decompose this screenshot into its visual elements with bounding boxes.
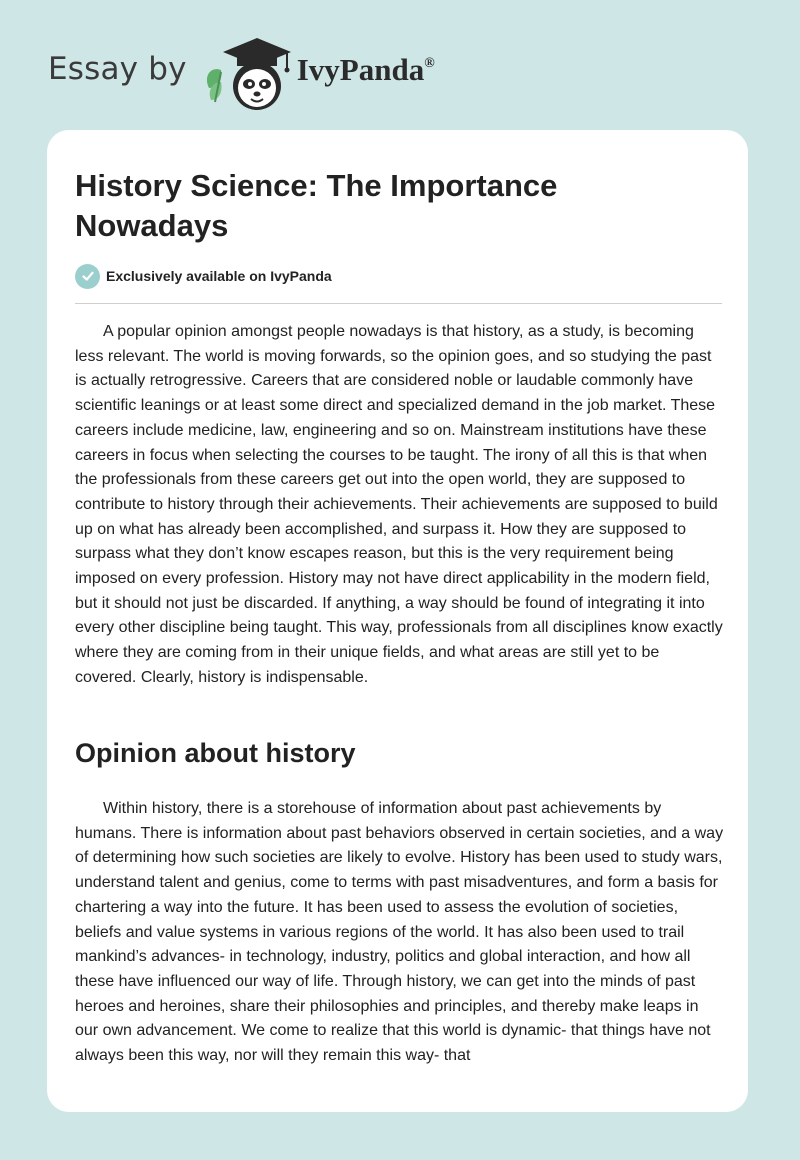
- page-title: History Science: The Importance Nowadays: [75, 168, 558, 243]
- check-icon: [75, 264, 100, 289]
- brand-text: IvyPanda: [296, 52, 425, 87]
- brand-name[interactable]: [297, 52, 435, 88]
- exclusive-label: Exclusively available on IvyPanda: [106, 268, 332, 284]
- registered-mark: ®: [424, 56, 435, 71]
- paragraph-1: A popular opinion amongst people nowadays is that history, as a study, is becoming less relevant. The world is moving forwards, so the opinion goes, and so studying the past is actually retrogressive. Careers that are considered noble or laudable commonly have scientific leanings or at least some direct and specialized demand in the job market. These careers include medicine, law, engineering and so on. Mainstream institutions have these careers in focus when selecting the courses to be taught. The irony of all this is that when the professionals from these careers get out into the open world, they are supposed to contribute to history through their achievements. Their achievements are supposed to build up on what has already been accomplished, and surpass it. How they are supposed to surpass what they don’t know escapes reason, but this is the very requirement being imposed on every profession. History may not have direct applicability in the modern field, but it should not just be discarded. If anything, a way should be found of integrating it into every other discipline being taught. This way, professionals from all disciplines know exactly where they are coming from in their unique fields, and what areas are still yet to be covered. Clearly, history is indispensable.: [75, 323, 723, 686]
- paragraph-2: Within history, there is a storehouse of information about past achievements by humans. There is information about past behaviors observed in certain societies, and a way of determining how such societies are likely to evolve. History has been used to study wars, understand talent and genius, come to terms with past misadventures, and form a basis for chartering a way into the future. It has been used to assess the evolution of societies, beliefs and value systems in various regions of the world. It has also been used to trail mankind’s advances- in technology, industry, politics and global interaction, and how all these have influenced our way of life. Through history, we can get into the minds of past heroes and heroines, share their philosophies and principles, and thereby make leaps in our own advancement. We come to realize that this world is dynamic- that things have not always been this way, nor will they remain this way- that: [75, 800, 724, 1065]
- essay-card: [47, 130, 748, 1112]
- divider: [75, 303, 722, 304]
- panda-graduate-logo-icon[interactable]: [201, 30, 293, 114]
- site-header: [48, 30, 508, 114]
- exclusive-badge: [75, 263, 332, 289]
- essay-by-label: Essay by: [48, 51, 187, 87]
- section-heading: Opinion about history: [75, 738, 356, 768]
